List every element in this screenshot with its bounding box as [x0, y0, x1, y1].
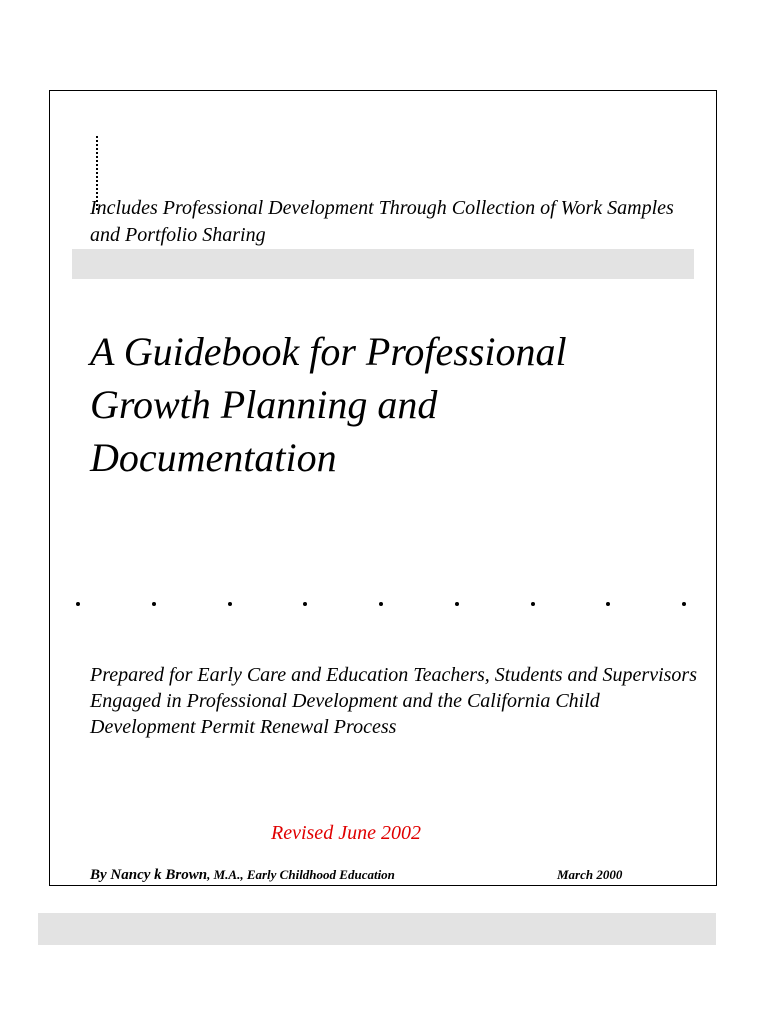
publication-date: March 2000: [557, 867, 623, 882]
separator-dot: [379, 602, 383, 606]
separator-dot: [682, 602, 686, 606]
separator-dot: [455, 602, 459, 606]
revised-date: Revised June 2002: [271, 822, 421, 844]
separator-dot: [606, 602, 610, 606]
cover-title: A Guidebook for Professional Growth Planning and Documentation: [90, 329, 567, 480]
separator-dot: [303, 602, 307, 606]
dot-separator: [76, 598, 686, 610]
grey-band-top: [72, 249, 694, 279]
separator-dot: [531, 602, 535, 606]
grey-band-bottom: [38, 913, 716, 945]
separator-dot: [76, 602, 80, 606]
separator-dot: [228, 602, 232, 606]
prepared-for-text: Prepared for Early Care and Education Teachers, Students and Supervisors Engaged in Professional Development and the California Child Development Permit Renewal Process: [90, 664, 697, 738]
author-credentials: , M.A., Early Childhood Education: [207, 867, 395, 882]
separator-dot: [152, 602, 156, 606]
cover-subtitle: Includes Professional Development Through Collection of Work Samples and Portfolio Sharing: [90, 197, 674, 246]
author-name: By Nancy k Brown: [90, 867, 208, 883]
